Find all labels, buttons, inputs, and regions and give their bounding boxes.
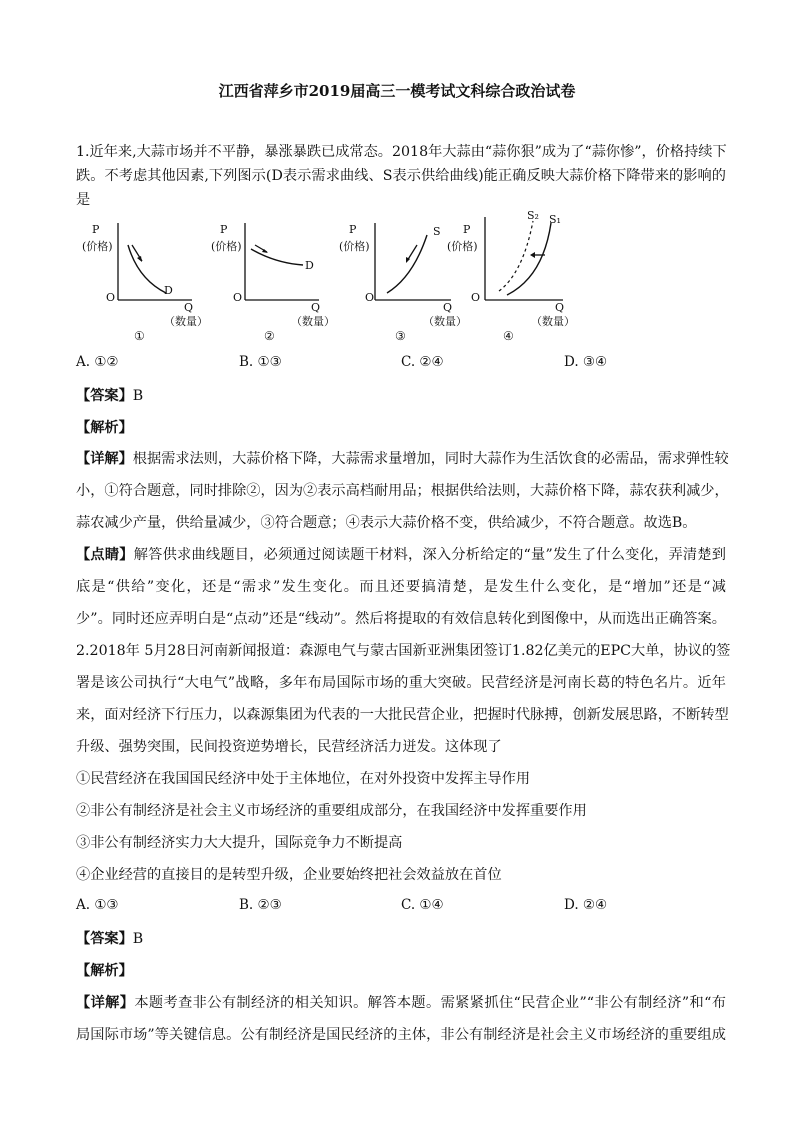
supply-curve-s1 bbox=[507, 223, 551, 295]
axis-p-label: P bbox=[463, 223, 471, 236]
figure-1 bbox=[80, 205, 208, 345]
answer-value: B bbox=[132, 931, 144, 947]
answer-tag: 【答案】 bbox=[76, 931, 133, 947]
detail-text: 本题考查非公有制经济的相关知识。解答本题。需紧紧抓住“民营企业”“非公有制经济”和“布 bbox=[134, 995, 726, 1011]
origin-label: O bbox=[365, 291, 375, 304]
q1-detail-line-2: 小，①符合题意，同时排除②，因为②表示高档耐用品；根据供给法则，大蒜价格下降，蒜农获利减少， bbox=[76, 483, 729, 499]
tip-tag: 【点睛】 bbox=[76, 547, 134, 563]
q2-stem-line-4: 升级、强势突围，民间投资逆势增长，民营经济活力迸发。这体现了 bbox=[76, 739, 502, 755]
q1-tip-line-2: 底是“供给”变化，还是“需求”发生变化。而且还要搞清楚，是发生什么变化，是“增加”还是“减 bbox=[76, 579, 726, 595]
origin-label: O bbox=[233, 291, 243, 304]
q2-item-3: ③非公有制经济实力大大提升，国际竞争力不断提高 bbox=[76, 835, 403, 851]
axis-q-label: Q bbox=[443, 301, 453, 314]
q2-answer bbox=[76, 929, 726, 949]
q1-tip-line-1 bbox=[76, 545, 726, 565]
option-b[interactable]: B. ②③ bbox=[239, 897, 282, 913]
q2-stem-line-1: 2.2018年 5月28日河南新闻报道：森源电气与蒙古国新亚洲集团签订1.82亿美元的EPC大单，协议的签 bbox=[76, 643, 731, 659]
figure-number: ④ bbox=[503, 329, 514, 343]
axis-price-label: (价格) bbox=[211, 240, 242, 253]
q2-item-4: ④企业经营的直接目的是转型升级，企业要始终把社会效益放在首位 bbox=[76, 867, 502, 883]
axis-price-label: (价格) bbox=[82, 240, 113, 253]
supply-curve bbox=[387, 235, 427, 293]
figure-number: ① bbox=[134, 329, 145, 343]
option-a[interactable]: A. ①② bbox=[76, 354, 119, 370]
figure-3 bbox=[339, 205, 467, 345]
axis-qty-label: （数量） bbox=[531, 315, 575, 328]
option-b[interactable]: B. ①③ bbox=[239, 354, 282, 370]
demand-curve bbox=[128, 245, 166, 293]
q1-tip-line-3: 少”。同时还应弄明白是“点动”还是“线动”。然后将提取的有效信息转化到图像中，从而选出正确答案。 bbox=[76, 611, 726, 627]
curve-label-s1: S₁ bbox=[549, 213, 561, 226]
q2-detail-line-1 bbox=[76, 993, 726, 1013]
option-d[interactable]: D. ③④ bbox=[564, 354, 608, 370]
axis-qty-label: （数量） bbox=[423, 315, 467, 328]
q1-options bbox=[76, 354, 726, 374]
q1-answer bbox=[76, 386, 726, 406]
axis-p-label: P bbox=[220, 223, 228, 236]
curve-label: D bbox=[305, 259, 314, 272]
axis-price-label: (价格) bbox=[447, 240, 478, 253]
axis-qty-label: （数量） bbox=[164, 315, 208, 328]
q2-stem-line-2: 署是该公司执行“大电气”战略，多年布局国际市场的重大突破。民营经济是河南长葛的特色名片。近年 bbox=[76, 675, 726, 691]
supply-curve-s2 bbox=[499, 221, 533, 291]
q1-detail-line-3: 蒜农减少产量，供给量减少，③符合题意；④表示大蒜价格不变，供给减少，不符合题意。故选B。 bbox=[76, 515, 697, 531]
option-c[interactable]: C. ②④ bbox=[401, 354, 444, 370]
arrow-icon bbox=[530, 252, 535, 258]
axis-q-label: Q bbox=[311, 301, 321, 314]
q1-analysis: 【解析】 bbox=[76, 420, 133, 436]
arrow-icon bbox=[137, 256, 142, 262]
option-a[interactable]: A. ①③ bbox=[76, 897, 119, 913]
origin-label: O bbox=[471, 291, 481, 304]
q1-stem-line-2: 跌。不考虑其他因素,下列图示(D表示需求曲线、S表示供给曲线)能正确反映大蒜价格下降带来的影响的 bbox=[76, 168, 726, 184]
curve-label-s2: S₂ bbox=[527, 209, 539, 222]
figure-2 bbox=[211, 205, 335, 345]
q2-item-1: ①民营经济在我国国民经济中处于主体地位，在对外投资中发挥主导作用 bbox=[76, 771, 531, 787]
q1-stem-line-1: 1.近年来,大蒜市场并不平静，暴涨暴跌已成常态。2018年大蒜由“蒜你狠”成为了“蒜你惨”，价格持续下 bbox=[76, 144, 727, 160]
axis-p-label: P bbox=[92, 223, 100, 236]
demand-curve bbox=[251, 249, 303, 265]
option-c[interactable]: C. ①④ bbox=[401, 897, 444, 913]
figure-number: ③ bbox=[395, 329, 406, 343]
page-title: 江西省萍乡市2019届高三一模考试文科综合政治试卷 bbox=[218, 82, 576, 100]
origin-label: O bbox=[106, 291, 116, 304]
q2-detail-line-2: 局国际市场”等关键信息。公有制经济是国民经济的主体，非公有制经济是社会主义市场经济的重要组成 bbox=[76, 1027, 726, 1043]
answer-value: B bbox=[132, 388, 144, 404]
detail-text: 根据需求法则，大蒜价格下降，大蒜需求量增加，同时大蒜作为生活饮食的必需品，需求弹性较 bbox=[132, 451, 729, 467]
curve-label: D bbox=[164, 284, 173, 297]
detail-tag: 【详解】 bbox=[76, 995, 135, 1011]
option-d[interactable]: D. ②④ bbox=[564, 897, 608, 913]
answer-tag: 【答案】 bbox=[76, 388, 133, 404]
q1-detail-line-1 bbox=[76, 449, 729, 469]
q1-figures bbox=[80, 205, 640, 345]
axis-qty-label: （数量） bbox=[291, 315, 335, 328]
detail-tag: 【详解】 bbox=[76, 451, 133, 467]
q2-options bbox=[76, 897, 726, 917]
q1-stem-line-3 bbox=[76, 176, 726, 208]
q1-stem-text-3: 是 bbox=[76, 192, 91, 208]
q2-item-2: ②非公有制经济是社会主义市场经济的重要组成部分，在我国经济中发挥重要作用 bbox=[76, 803, 587, 819]
axis-price-label: (价格) bbox=[339, 240, 370, 253]
q2-stem-line-3: 来，面对经济下行压力，以森源集团为代表的一大批民营企业，把握时代脉搏，创新发展思路，不断转型 bbox=[76, 707, 729, 723]
tip-text: 解答供求曲线题目，必须通过阅读题干材料，深入分析给定的“量”发生了什么变化，弄清楚到 bbox=[133, 547, 726, 563]
axis-p-label: P bbox=[349, 223, 357, 236]
q2-analysis: 【解析】 bbox=[76, 963, 133, 979]
figure-number: ② bbox=[264, 329, 275, 343]
curve-label: S bbox=[433, 225, 441, 238]
axis-q-label: Q bbox=[184, 301, 194, 314]
figure-4 bbox=[447, 205, 583, 345]
axis-q-label: Q bbox=[555, 301, 565, 314]
